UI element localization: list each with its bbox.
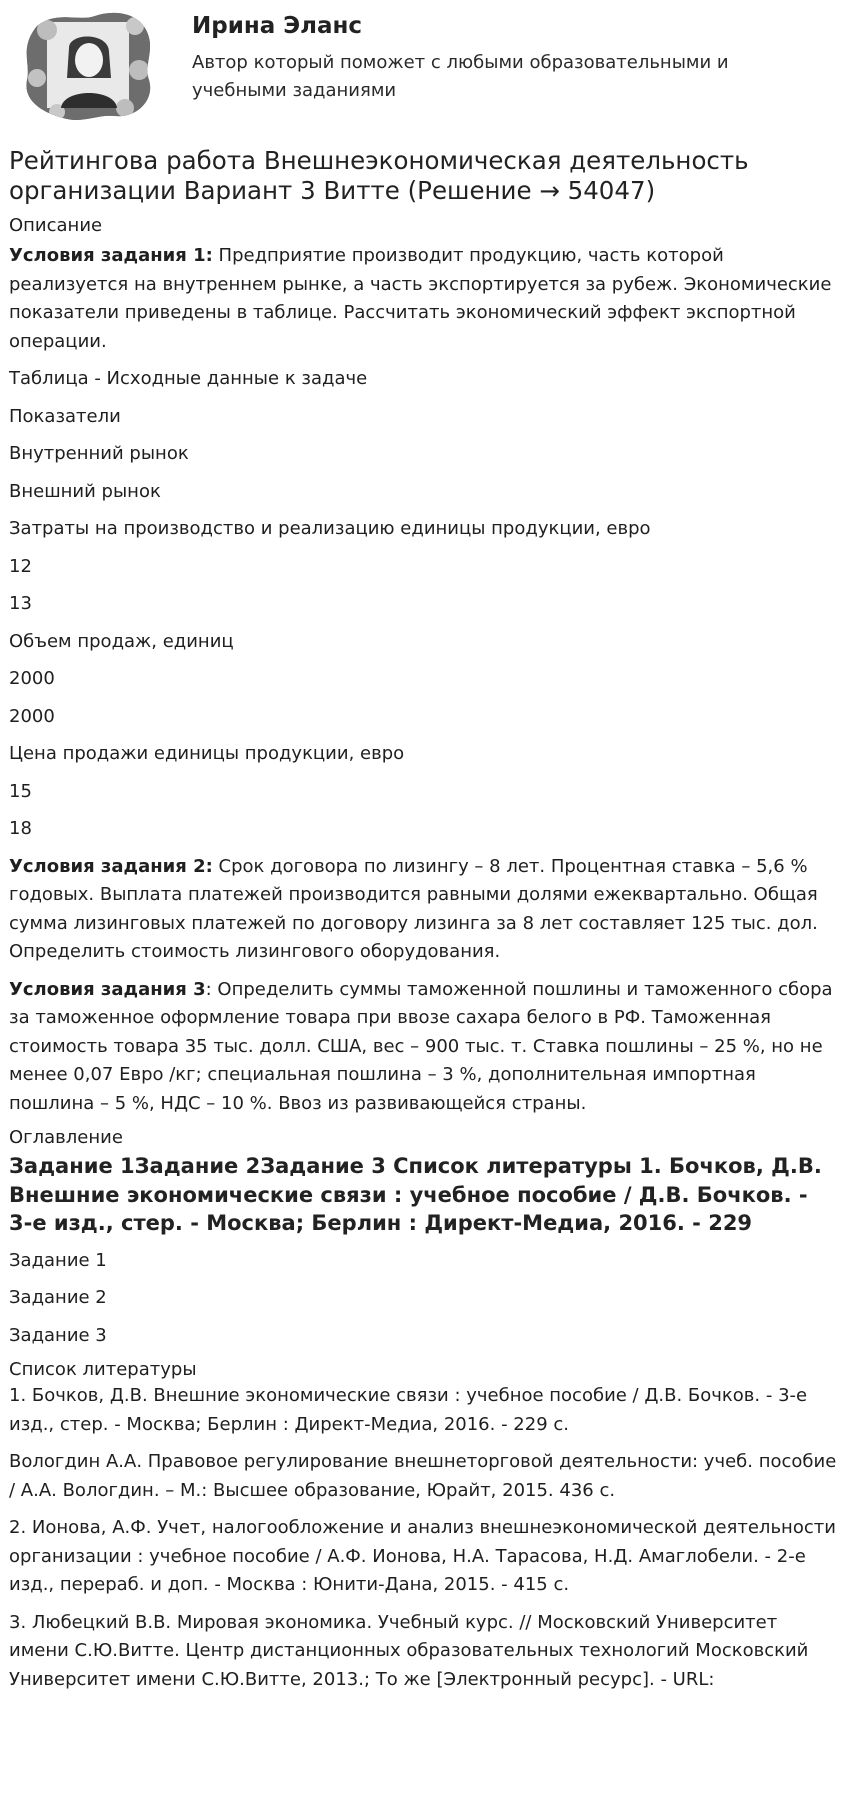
table-line: Показатели xyxy=(9,405,121,427)
task3-paragraph xyxy=(9,976,838,1119)
table-line: Затраты на производство и реализацию единицы продукции, евро xyxy=(9,518,651,539)
reference-item: Вологдин А.А. Правовое регулирование внешнеторговой деятельности: учеб. пособие / А.А. Вологдин. – М.: Высшее образование, Юрайт, 2015. 436 с. xyxy=(9,1451,837,1501)
table-line: 15 xyxy=(9,780,32,802)
reference-item: 3. Любецкий В.В. Мировая экономика. Учебный курс. // Московский Университет имени С.Ю.Витте. Центр дистанционных образовательных технологий Московский Университет имени С.Ю.Витте, 2013.; То же [Электронный ресурс]. - URL: xyxy=(9,1611,809,1690)
toc-item: Задание 2 xyxy=(9,1287,107,1308)
table-line: 2000 xyxy=(9,668,55,689)
toc-label: Оглавление xyxy=(9,1127,123,1148)
table-line: Объем продаж, единиц xyxy=(9,630,234,652)
author-avatar[interactable] xyxy=(17,8,157,124)
table-line: Цена продажи единицы продукции, евро xyxy=(9,743,405,764)
author-description: Автор который поможет с любыми образовательными и учебными заданиями xyxy=(192,52,729,101)
toc-item: Задание 1 xyxy=(9,1249,107,1271)
task1-label: Условия задания 1: xyxy=(9,245,213,266)
description-label: Описание xyxy=(9,215,103,236)
references-label: Список литературы xyxy=(9,1359,197,1380)
table-line: Внутренний рынок xyxy=(9,443,189,464)
task3-text: : Определить суммы таможенной пошлины и таможенного сбора за таможенное оформление товара при ввозе сахара белого в РФ. Таможенная стоимость товара 35 тыс. долл. США, вес – 900 тыс. т. Ставка пошлины – 25 %, но не менее 0,07 Евро /кг; специальная пошлина – 3 %, дополнительная импортная пошлина – 5 %, НДС – 10 %. Ввоз из развивающейся страны. xyxy=(9,978,833,1114)
task2-label: Условия задания 2: xyxy=(9,855,213,877)
author-card xyxy=(9,0,838,132)
table-line: Таблица - Исходные данные к задаче xyxy=(9,368,368,389)
reference-item: 1. Бочков, Д.В. Внешние экономические связи : учебное пособие / Д.В. Бочков. - 3-е изд., стер. - Москва; Берлин : Директ-Медиа, 2016. - 229 с. xyxy=(9,1385,808,1435)
table-line: 18 xyxy=(9,818,32,839)
task3-label: Условия задания 3 xyxy=(9,978,206,1000)
table-line: 12 xyxy=(9,555,32,577)
toc-item: Задание 3 xyxy=(9,1324,107,1346)
table-line: Внешний рынок xyxy=(9,480,161,502)
page-title: Рейтингова работа Внешнеэкономическая деятельность организации Вариант 3 Витте (Решение → 54047) xyxy=(9,146,749,205)
toc-heading: Задание 1Задание 2Задание 3 Список литературы 1. Бочков, Д.В. Внешние экономические связи : учебное пособие / Д.В. Бочков. - 3-е изд., стер. - Москва; Берлин : Директ-Медиа, 2016. - 229 xyxy=(9,1154,822,1235)
task2-paragraph xyxy=(9,853,838,967)
table-line: 13 xyxy=(9,593,32,614)
author-name[interactable]: Ирина Эланс xyxy=(192,13,363,39)
reference-item: 2. Ионова, А.Ф. Учет, налогообложение и анализ внешнеэкономической деятельности организации : учебное пособие / А.Ф. Ионова, Н.А. Тарасова, Н.Д. Амаглобели. - 2-е изд., перераб. и доп. - Москва : Юнити-Дана, 2015. - 415 с. xyxy=(9,1517,836,1595)
table-line: 2000 xyxy=(9,705,55,727)
task2-text: Срок договора по лизингу – 8 лет. Процентная ставка – 5,6 % годовых. Выплата платежей производится равными долями ежеквартально. Общая сумма лизинговых платежей по договору лизинга за 8 лет составляет 125 тыс. дол. Определить стоимость лизингового оборудования. xyxy=(9,855,818,962)
task1-text: Предприятие производит продукцию, часть которой реализуется на внутреннем рынке, а часть экспортируется за рубеж. Экономические показатели приведены в таблице. Рассчитать экономический эффект экспортной операции. xyxy=(9,245,832,352)
task1-paragraph xyxy=(9,242,838,356)
